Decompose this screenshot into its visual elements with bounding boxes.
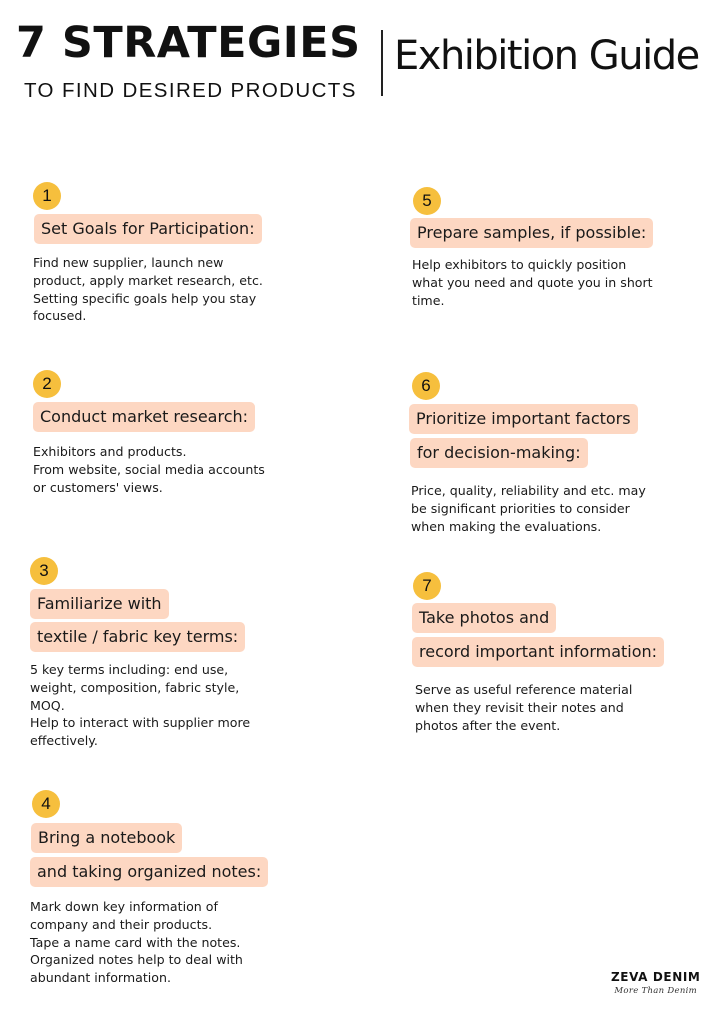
- description-line: Price, quality, reliability and etc. may: [411, 483, 646, 498]
- step-heading: and taking organized notes:: [30, 857, 268, 887]
- description-line: when making the evaluations.: [411, 518, 602, 534]
- description-line: when they revisit their notes and: [415, 699, 624, 715]
- step-number-badge: 4: [32, 790, 60, 818]
- step-heading: Prioritize important factors: [409, 404, 638, 434]
- step-heading: Prepare samples, if possible:: [410, 218, 653, 248]
- description-line: MOQ.: [30, 697, 65, 713]
- step-description: [30, 661, 250, 750]
- header-divider: [381, 30, 383, 96]
- description-line: From website, social media accounts: [33, 461, 265, 477]
- description-line: Mark down key information of: [30, 899, 218, 914]
- step-description: [33, 254, 263, 325]
- description-line: be significant priorities to consider: [411, 500, 630, 516]
- description-line: what you need and quote you in short: [412, 274, 653, 290]
- step-description: [33, 443, 265, 496]
- description-line: product, apply market research, etc.: [33, 272, 263, 288]
- description-line: 5 key terms including: end use,: [30, 662, 229, 677]
- step-number-badge: 3: [30, 557, 58, 585]
- step-number-badge: 2: [33, 370, 61, 398]
- description-line: Serve as useful reference material: [415, 682, 633, 697]
- step-heading: Take photos and: [412, 603, 556, 633]
- step-number-badge: 6: [412, 372, 440, 400]
- description-line: photos after the event.: [415, 717, 561, 733]
- step-heading: Familiarize with: [30, 589, 169, 619]
- step-heading: Conduct market research:: [33, 402, 255, 432]
- description-line: company and their products.: [30, 916, 213, 932]
- step-heading: for decision-making:: [410, 438, 588, 468]
- description-line: Organized notes help to deal with: [30, 952, 243, 968]
- page-header: [0, 0, 724, 110]
- step-number-badge: 5: [413, 187, 441, 215]
- description-line: Exhibitors and products.: [33, 444, 187, 459]
- title-main: 7 STRATEGIES: [16, 18, 361, 68]
- description-line: or customers' views.: [33, 479, 163, 495]
- title-subtitle: TO FIND DESIRED PRODUCTS: [24, 79, 357, 102]
- step-heading: textile / fabric key terms:: [30, 622, 245, 652]
- description-line: Setting specific goals help you stay: [33, 290, 257, 306]
- step-heading: record important information:: [412, 637, 664, 667]
- step-description: [411, 482, 646, 535]
- description-line: Help to interact with supplier more: [30, 715, 251, 731]
- description-line: time.: [412, 292, 445, 308]
- step-number-badge: 1: [33, 182, 61, 210]
- description-line: effectively.: [30, 733, 98, 749]
- description-line: weight, composition, fabric style,: [30, 679, 240, 695]
- description-line: focused.: [33, 308, 87, 324]
- description-line: Find new supplier, launch new: [33, 255, 224, 270]
- step-heading: Set Goals for Participation:: [34, 214, 262, 244]
- description-line: Help exhibitors to quickly position: [412, 257, 627, 272]
- description-line: abundant information.: [30, 970, 171, 986]
- title-exhibition-guide: Exhibition Guide: [394, 33, 699, 79]
- step-description: [412, 256, 653, 309]
- step-number-badge: 7: [413, 572, 441, 600]
- brand-logo: [611, 970, 700, 996]
- step-description: [30, 898, 243, 987]
- brand-name: ZEVA DENIM: [611, 970, 701, 984]
- step-heading: Bring a notebook: [31, 823, 182, 853]
- description-line: Tape a name card with the notes.: [30, 934, 241, 950]
- step-description: [415, 681, 632, 734]
- brand-tagline: More Than Denim: [614, 986, 698, 996]
